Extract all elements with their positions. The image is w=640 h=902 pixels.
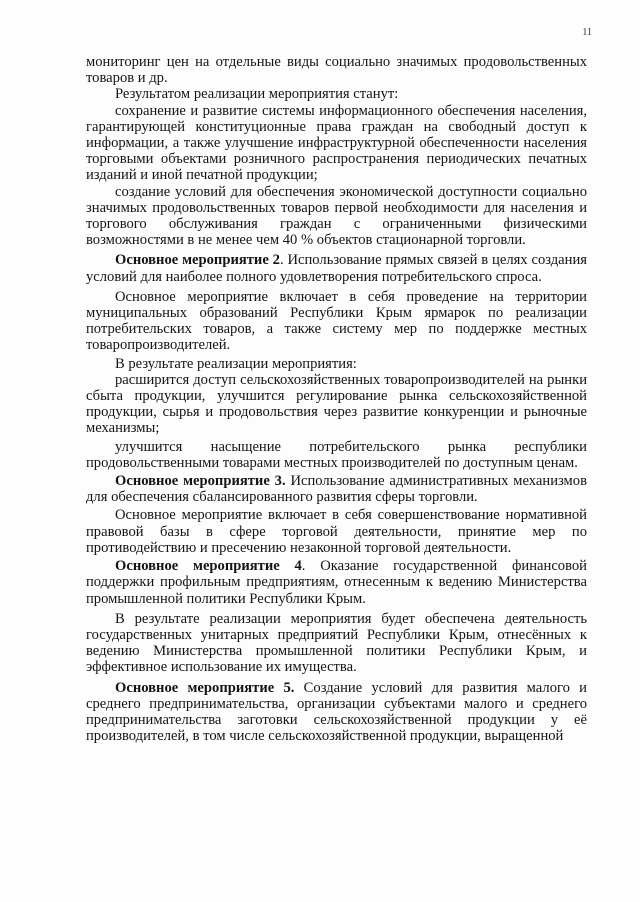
paragraph bbox=[86, 103, 587, 184]
paragraph-text: . Оказание государственной финансовой поддержки профильным предприятиям, отнесенным к ведению Министерства промышленной политики Республики Крым. bbox=[86, 558, 587, 607]
paragraph bbox=[86, 184, 587, 249]
section-heading: Основное мероприятие 3. bbox=[115, 473, 286, 490]
paragraph-text: Результатом реализации мероприятия станут: bbox=[115, 86, 399, 103]
paragraph bbox=[86, 86, 587, 102]
paragraph-text: сохранение и развитие системы информационного обеспечения населения, гарантирующей конституционные права граждан на свободный доступ к информации, а также улучшение инфраструктурной обеспеченности населения торговыми объектами розничного распространения периодических печатных изданий и иной печатной продукции; bbox=[86, 102, 587, 184]
paragraph-text: расширится доступ сельскохозяйственных товаропроизводителей на рынки сбыта продукции, улучшится регулирование рынка сельскохозяйственной продукции, сырья и продовольствия через развитие конкуренции и рыночные механизмы; bbox=[86, 371, 587, 437]
section-heading: Основное мероприятие 4 bbox=[115, 558, 302, 575]
paragraph bbox=[86, 372, 587, 437]
paragraph bbox=[86, 611, 587, 676]
paragraph bbox=[86, 558, 587, 607]
body-text bbox=[86, 54, 587, 744]
paragraph-continuation bbox=[86, 54, 587, 86]
paragraph bbox=[86, 680, 587, 745]
paragraph bbox=[86, 252, 587, 284]
section-heading: Основное мероприятие 5. bbox=[115, 679, 295, 696]
paragraph-text: улучшится насыщение потребительского рынка республики продовольственными товарами местных производителей по доступным ценам. bbox=[86, 438, 587, 471]
paragraph bbox=[86, 356, 587, 372]
section-heading: Основное мероприятие 2 bbox=[115, 252, 280, 269]
paragraph-text: В результате реализации мероприятия: bbox=[115, 355, 357, 372]
paragraph-text: Создание условий для развития малого и среднего предпринимательства, организации субъектами малого и среднего предпринимательства заготовки сельскохозяйственной продукции у её производителей, в том числе сельскохозяйственной продукции, выращенной bbox=[86, 679, 587, 745]
paragraph-text: . Использование прямых связей в целях создания условий для наиболее полного удовлетворения потребительского спроса. bbox=[86, 252, 587, 285]
paragraph bbox=[86, 439, 587, 471]
paragraph-text: создание условий для обеспечения экономической доступности социально значимых продовольственных товаров первой необходимости для населения и торгового обслуживания граждан с ограниченными физическими возможностями в не менее чем 40 % объектов стационарной торговли. bbox=[86, 183, 587, 249]
paragraph-text: Основное мероприятие включает в себя совершенствование нормативной правовой базы в сфере торговой деятельности, принятие мер по противодействию и пресечению незаконной торговой деятельности. bbox=[86, 507, 587, 556]
paragraph bbox=[86, 507, 587, 556]
page-number: 11 bbox=[582, 27, 592, 38]
paragraph-text: мониторинг цен на отдельные виды социально значимых продовольственных товаров и др. bbox=[86, 54, 587, 87]
paragraph bbox=[86, 289, 587, 354]
paragraph-text: Основное мероприятие включает в себя проведение на территории муниципальных образований Республики Крым ярмарок по реализации потребительских товаров, а также систему мер по поддержке местных товаропроизводителей. bbox=[86, 288, 587, 354]
paragraph-text: В результате реализации мероприятия будет обеспечена деятельность государственных унитарных предприятий Республики Крым, отнесённых к ведению Министерства промышленной политики Республики Крым, и эффективное использование их имущества. bbox=[86, 610, 587, 676]
paragraph-text: Использование административных механизмов для обеспечения сбалансированного развития сферы торговли. bbox=[86, 473, 587, 506]
paragraph bbox=[86, 473, 587, 505]
